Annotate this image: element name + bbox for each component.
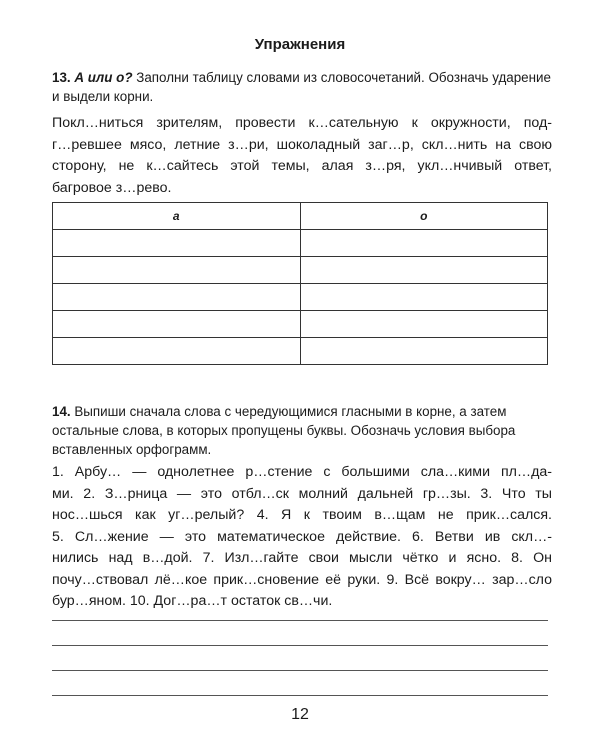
exercise-13-line: сторону, не к…сайтесь этой темы, алая з…ря, укл…нчивый ответ,: [52, 158, 552, 174]
column-header-o: о: [300, 203, 548, 230]
page-title: Упражнения: [254, 36, 346, 53]
exercise-13-instruction-text: Заполни таблицу словами из словосочетаний. Обозначь ударение и выдели корни.: [52, 70, 551, 104]
table-row: [53, 311, 548, 338]
table-header-row: [53, 203, 548, 230]
table-cell[interactable]: [53, 257, 301, 284]
vowel-table: [52, 202, 548, 365]
exercise-13-line: Покл…ниться зрителям, провести к…сательную к окружности, под-: [52, 115, 552, 131]
page-number: 12: [291, 706, 309, 723]
table-cell[interactable]: [300, 230, 548, 257]
table-cell[interactable]: [300, 257, 548, 284]
writing-line[interactable]: [52, 620, 548, 621]
writing-line[interactable]: [52, 645, 548, 646]
writing-line[interactable]: [52, 695, 548, 696]
exercise-13-line: багровое з…рево.: [52, 179, 172, 196]
writing-line[interactable]: [52, 670, 548, 671]
exercise-13-number: 13.: [52, 70, 71, 85]
exercise-14-line: 5. Сл…жение — это математическое действие. 6. Ветви ив скл…-: [52, 528, 552, 545]
exercise-13-letters: А или о?: [74, 70, 133, 85]
column-header-a: а: [53, 203, 301, 230]
table-cell[interactable]: [53, 230, 301, 257]
exercise-14-line: 1. Арбу… — однолетнее р…стение с большими сла…кими пл…да-: [52, 464, 552, 480]
table-row: [53, 338, 548, 365]
exercise-14-instruction-text: Выпиши сначала слова с чередующимися гласными в корне, а затем остальные слова, в которых пропущены буквы. Обозначь условия выбора вставленных орфограмм.: [52, 404, 516, 457]
exercise-14-line: нились над в…дой. 7. Изл…гайте свои мысли чётко и ясно. 8. Он: [52, 550, 552, 566]
table-cell[interactable]: [300, 311, 548, 338]
table-cell[interactable]: [53, 311, 301, 338]
exercise-14-instruction: [52, 402, 552, 459]
exercise-14-line: нос…шься как уг…релый? 4. Я к твоим в…щам не прик…сался.: [52, 507, 552, 523]
exercise-14-text: [52, 462, 552, 613]
exercise-13-line: г…ревшее мясо, летние з…ри, шоколадный заг…р, скл…нить на свою: [52, 136, 552, 153]
exercise-13-instruction: [52, 68, 552, 106]
table-cell[interactable]: [53, 284, 301, 311]
exercise-14-line: бур…яном. 10. Дог…ра…т остаток св…чи.: [52, 593, 333, 609]
exercise-14-line: почу…ствовал лё…кое прик…сновение её руки. 9. Всё вокру… зар…сло: [52, 571, 552, 588]
table-cell[interactable]: [300, 284, 548, 311]
table-cell[interactable]: [300, 338, 548, 365]
exercise-14-number: 14.: [52, 404, 71, 419]
table-row: [53, 284, 548, 311]
table-cell[interactable]: [53, 338, 301, 365]
exercise-14-line: ми. 2. З…рница — это отбл…ск молний дальней гр…зы. 3. Что ты: [52, 485, 552, 502]
table-row: [53, 230, 548, 257]
table-row: [53, 257, 548, 284]
exercise-13-text: [52, 113, 552, 199]
